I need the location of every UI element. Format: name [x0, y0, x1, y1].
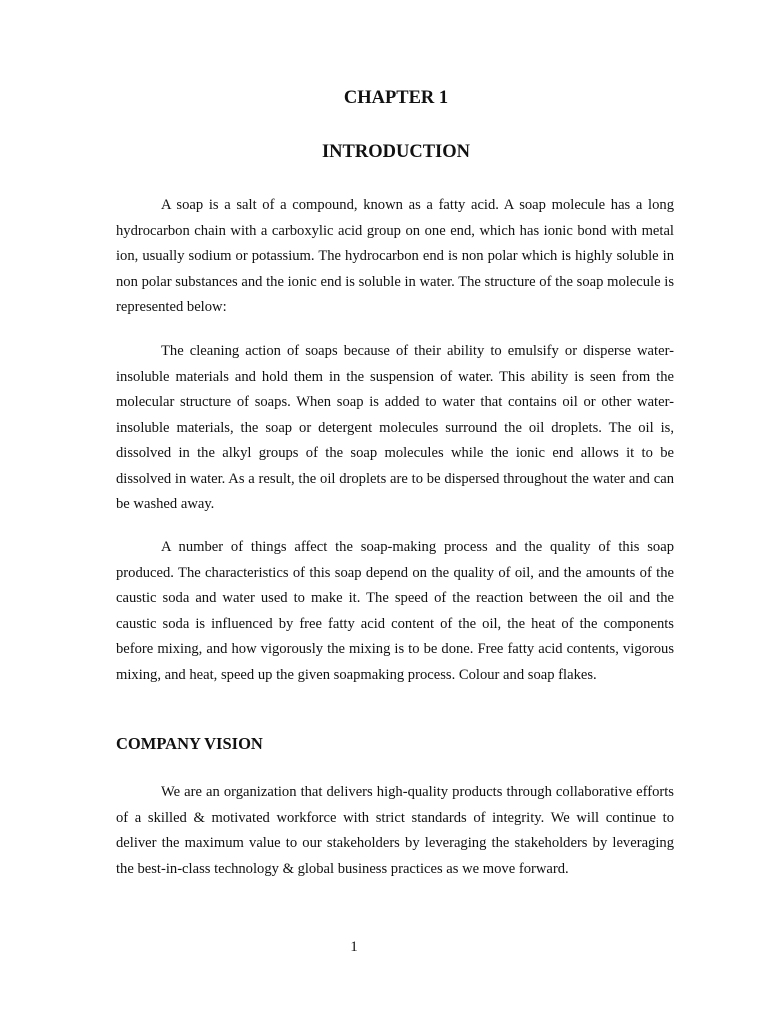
section-heading-introduction: INTRODUCTION: [321, 142, 471, 162]
paragraph-soap-making-factors: A number of things affect the soap-making process and the quality of this soap produced. The characteristics of this soap depend on the quality of oil, and the amounts of the caustic soda and water used to make it. The speed of the reaction between the oil and the caustic soda is influenced by free fatty acid content of the oil, the heat of the components before mixing, and how vigorously the mixing is to be done. Free fatty acid contents, vigorous mixing, and heat, speed up the given soapmaking process. Colour and soap flakes.: [116, 539, 674, 683]
paragraph-cleaning-action: The cleaning action of soaps because of their ability to emulsify or disperse water-insoluble materials and hold them in the suspension of water. This ability is seen from the molecular structure of soaps. When soap is added to water that contains oil or other water-insoluble materials, the soap or detergent molecules surround the oil droplets. The oil is, dissolved in the alkyl groups of the soap molecules while the ionic end allows it to be dissolved in water. As a result, the oil droplets are to be dispersed throughout the water and can be washed away.: [116, 343, 674, 512]
paragraph-soap-definition: A soap is a salt of a compound, known as a fatty acid. A soap molecule has a long hydrocarbon chain with a carboxylic acid group on one end, which has ionic bond with metal ion, usually sodium or potassium. The hydrocarbon end is non polar which is highly soluble in non polar substances and the ionic end is soluble in water. The structure of the soap molecule is represented below:: [116, 197, 674, 315]
section-heading-company-vision: COMPANY VISION: [116, 734, 263, 753]
chapter-heading: CHAPTER 1: [343, 88, 449, 108]
paragraph-company-vision: We are an organization that delivers high-quality products through collaborative efforts of a skilled & motivated workforce with strict standards of integrity. We will continue to deliver the maximum value to our stakeholders by leveraging the stakeholders by leveraging the best-in-class technology & global business practices as we move forward.: [116, 784, 674, 877]
page-number: 1: [350, 939, 358, 955]
